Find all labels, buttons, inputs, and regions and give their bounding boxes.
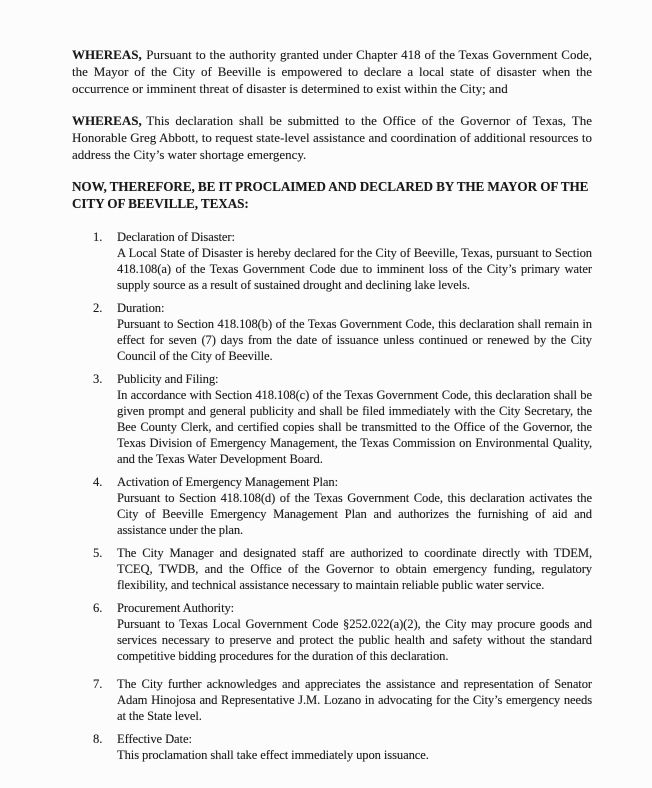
item-title: Activation of Emergency Management Plan: — [117, 475, 338, 489]
item-body: In accordance with Section 418.108(c) of the Texas Government Code, this declaration shall be given prompt and general publicity and shall be filed immediately with the City Secretary, the Bee County Clerk, and certified copies shall be transmitted to the Office of the Governor, the Texas Division of Emergency Management, the Texas Commission on Environmental Quality, and the Texas Water Development Board. — [117, 388, 592, 466]
list-item — [72, 731, 592, 763]
whereas-text: Pursuant to the authority granted under Chapter 418 of the Texas Government Code, the Mayor of the City of Beeville is empowered to declare a local state of disaster when the occurrence or imminent threat of disaster is determined to exist within the City; and — [72, 47, 592, 96]
whereas-paragraph — [72, 112, 592, 163]
item-number: 4. — [93, 475, 103, 489]
proclamation-content — [72, 46, 592, 770]
item-title: Effective Date: — [117, 732, 192, 746]
item-content — [117, 545, 592, 593]
item-title: Procurement Authority: — [117, 601, 235, 615]
item-content — [117, 676, 592, 724]
item-content — [117, 371, 592, 467]
whereas-lead: WHEREAS, — [72, 47, 142, 62]
list-item — [72, 300, 592, 364]
item-content — [117, 600, 592, 664]
item-number: 3. — [93, 372, 103, 386]
item-title: Duration: — [117, 301, 165, 315]
list-item — [72, 545, 592, 593]
item-number: 7. — [93, 677, 103, 691]
item-number: 5. — [93, 546, 103, 560]
item-title: Publicity and Filing: — [117, 372, 219, 386]
whereas-lead: WHEREAS, — [72, 113, 142, 128]
item-body: Pursuant to Texas Local Government Code §252.022(a)(2), the City may procure goods and services necessary to preserve and protect the public health and safety without the standard competitive bidding procedures for the duration of this declaration. — [117, 617, 592, 663]
item-content — [117, 229, 592, 293]
item-number: 8. — [93, 732, 103, 746]
item-body: A Local State of Disaster is hereby declared for the City of Beeville, Texas, pursuant to Section 418.108(a) of the Texas Government Code due to imminent loss of the City’s primary water supply source as a result of sustained drought and declining lake levels. — [117, 246, 592, 292]
item-body: Pursuant to Section 418.108(d) of the Texas Government Code, this declaration activates the City of Beeville Emergency Management Plan and authorizes the furnishing of aid and assistance under the plan. — [117, 491, 592, 537]
item-number: 2. — [93, 301, 103, 315]
list-item — [72, 600, 592, 664]
list-item — [72, 474, 592, 538]
item-body: The City further acknowledges and appreciates the assistance and representation of Senator Adam Hinojosa and Representative J.M. Lozano in advocating for the City’s emergency needs at the State level. — [117, 677, 592, 723]
item-content — [117, 300, 592, 364]
item-number: 1. — [93, 230, 103, 244]
item-body: Pursuant to Section 418.108(b) of the Texas Government Code, this declaration shall remain in effect for seven (7) days from the date of issuance unless continued or renewed by the City Council of the City of Beeville. — [117, 317, 592, 363]
item-title: Declaration of Disaster: — [117, 230, 235, 244]
list-item — [72, 371, 592, 467]
item-body: The City Manager and designated staff are authorized to coordinate directly with TDEM, TCEQ, TWDB, and the Office of the Governor to obtain emergency funding, regulatory flexibility, and technical assistance necessary to maintain reliable public water service. — [117, 546, 592, 592]
whereas-text: This declaration shall be submitted to the Office of the Governor of Texas, The Honorable Greg Abbott, to request state-level assistance and coordination of additional resources to address the City’s water shortage emergency. — [72, 113, 592, 162]
item-content — [117, 731, 592, 763]
whereas-paragraph — [72, 46, 592, 97]
item-body: This proclamation shall take effect immediately upon issuance. — [117, 748, 429, 762]
list-item — [72, 676, 592, 724]
item-number: 6. — [93, 601, 103, 615]
list-item — [72, 229, 592, 293]
proclamation-heading: NOW, THEREFORE, BE IT PROCLAIMED AND DECLARED BY THE MAYOR OF THE CITY OF BEEVILLE, TEXAS: — [72, 179, 589, 211]
item-content — [117, 474, 592, 538]
